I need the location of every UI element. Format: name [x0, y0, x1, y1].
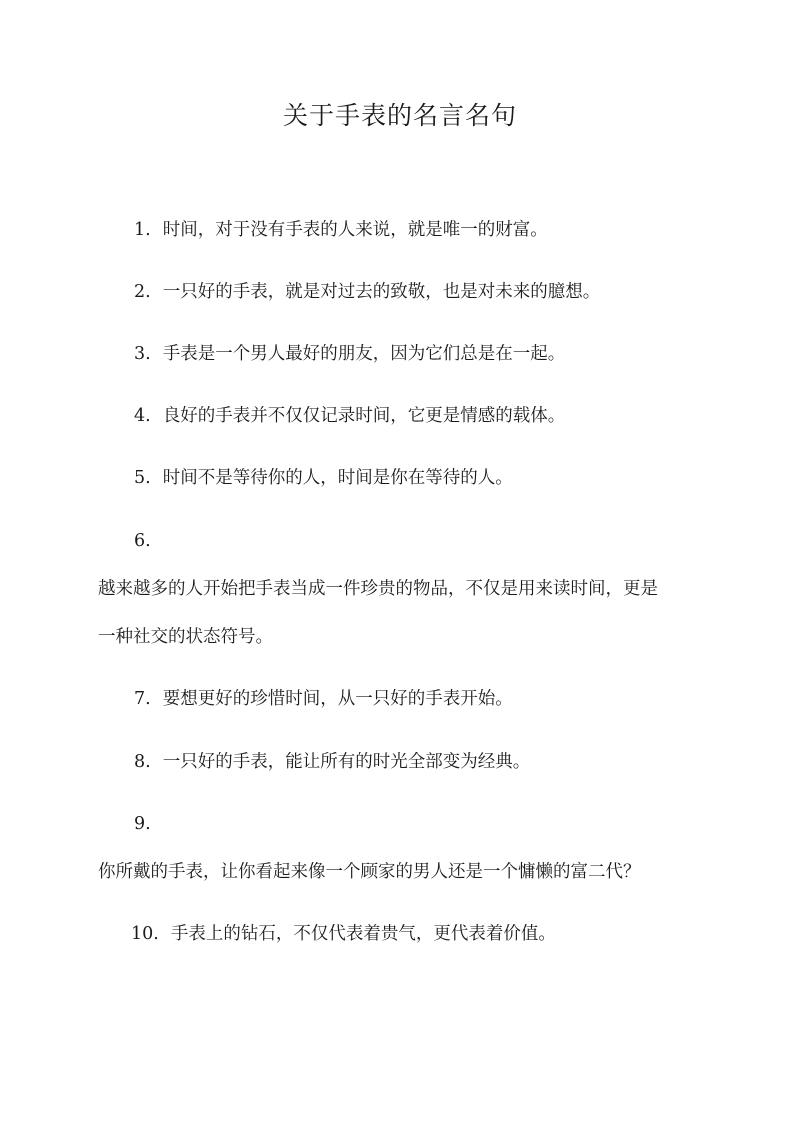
quote-text: 手表是一个男人最好的朋友，因为它们总是在一起。	[162, 344, 566, 364]
quote-number-6: 6.	[134, 531, 151, 551]
document-title: 关于手表的名言名句	[282, 101, 517, 130]
quote-text-6-line-2: 一种社交的状态符号。	[98, 627, 273, 647]
quote-number: 5.	[134, 468, 151, 488]
quote-text: 时间，对于没有手表的人来说，就是唯一的财富。	[162, 220, 548, 240]
quote-text-6-line-1: 越来越多的人开始把手表当成一件珍贵的物品，不仅是用来读时间，更是	[98, 579, 658, 599]
quote-text: 一只好的手表，能让所有的时光全部变为经典。	[162, 752, 531, 772]
quote-item-5	[134, 466, 513, 490]
quote-number: 1.	[134, 220, 151, 240]
quote-number: 2.	[134, 282, 151, 302]
quote-number: 3.	[134, 344, 151, 364]
quote-item-3	[134, 342, 565, 366]
quote-text: 要想更好的珍惜时间，从一只好的手表开始。	[162, 689, 513, 709]
quote-text: 一只好的手表，就是对过去的致敬，也是对未来的臆想。	[162, 282, 601, 302]
quote-text: 良好的手表并不仅仅记录时间，它更是情感的载体。	[162, 406, 566, 426]
quote-text: 时间不是等待你的人，时间是你在等待的人。	[162, 468, 513, 488]
quote-number: 4.	[134, 406, 151, 426]
quote-text: 手表上的钻石，不仅代表着贵气，更代表着价值。	[170, 924, 556, 944]
quote-item-2	[134, 280, 600, 304]
quote-number: 10.	[131, 924, 159, 944]
quote-item-1	[134, 218, 548, 242]
quote-item-8	[134, 750, 530, 774]
quote-number: 7.	[134, 689, 151, 709]
quote-number: 8.	[134, 752, 151, 772]
quote-item-7	[134, 687, 513, 711]
quote-item-10	[131, 922, 556, 946]
quote-item-4	[134, 404, 565, 428]
quote-number-9: 9.	[134, 814, 151, 834]
quote-text-9-line-1: 你所戴的手表，让你看起来像一个顾家的男人还是一个慵懒的富二代？	[98, 862, 641, 882]
